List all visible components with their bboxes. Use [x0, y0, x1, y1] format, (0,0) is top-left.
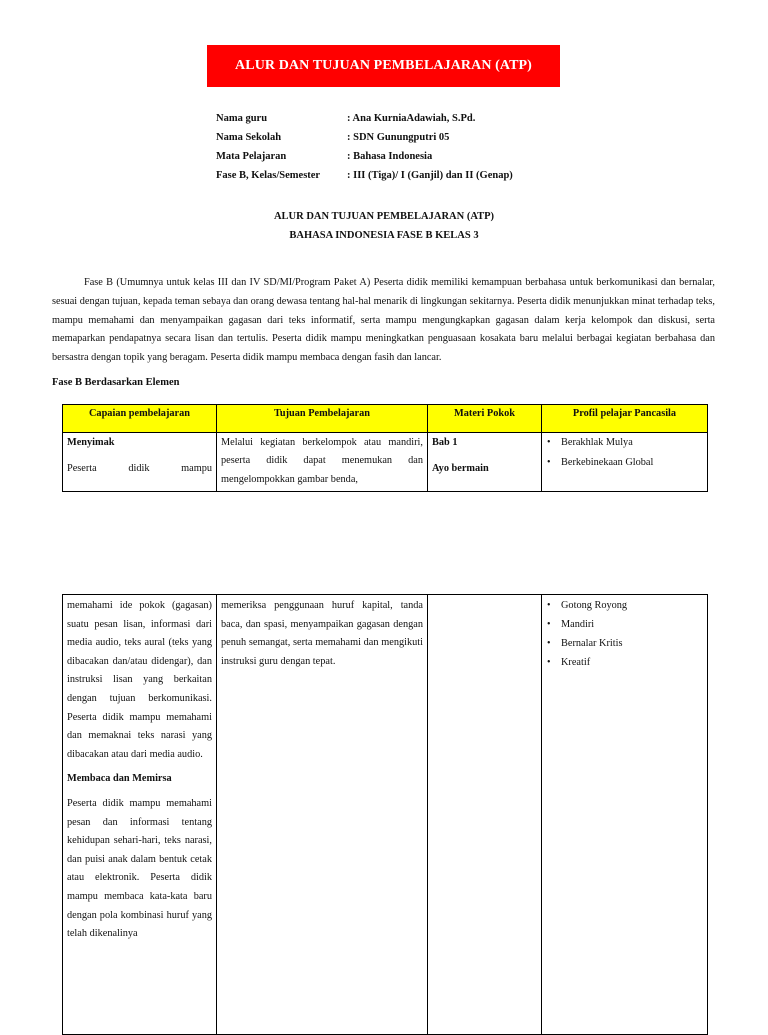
info-row-subject	[216, 147, 513, 166]
header-capaian: Capaian pembelajaran	[63, 405, 217, 433]
bullet-icon: •	[547, 457, 551, 468]
info-label: Nama Sekolah	[216, 132, 282, 143]
profil-item-label: Berakhlak Mulya	[561, 437, 633, 448]
info-value: : III (Tiga)/ I (Ganjil) dan II (Genap)	[347, 170, 513, 181]
info-label: Mata Pelajaran	[216, 151, 287, 162]
bullet-icon: •	[547, 657, 551, 668]
section-heading: Fase B Berdasarkan Elemen	[52, 377, 180, 388]
info-value: : SDN Gunungputri 05	[347, 132, 450, 143]
paragraph-text: Fase B (Umumnya untuk kelas III dan IV SD/MI/Program Paket A) Peserta didik memiliki kemampuan berbahasa untuk berkomunikasi dan bernalar, sesuai dengan tujuan, kepada teman sebaya dan orang dewasa tentang hal-hal menarik di lingkungan sekitarnya. Peserta didik menunjukkan minat terhadap teks, mampu memahami dan menyampaikan gagasan dari teks informatif, serta mampu mengungkapkan gagasan dalam kerja kelompok dan diskusi, serta memaparkan pendapatnya secara lisan dan tertulis. Peserta didik mampu meningkatkan penguasaan kosakata baru melalui berbagai kegiatan berbahasa dan bersastra dengan topik yang beragam. Peserta didik mampu membaca dengan fasih dan lancar.	[52, 277, 715, 364]
cell-tujuan	[217, 433, 428, 492]
teacher-info	[216, 109, 513, 185]
list-item	[546, 616, 703, 635]
bullet-icon: •	[547, 437, 551, 448]
info-row-class	[216, 166, 513, 185]
element-heading-membaca: Membaca dan Memirsa	[67, 773, 172, 785]
info-row-teacher	[216, 109, 513, 128]
info-label: Nama guru	[216, 113, 268, 124]
profil-list	[546, 434, 703, 473]
bullet-icon: •	[547, 638, 551, 649]
profil-item-label: Bernalar Kritis	[561, 638, 623, 649]
info-value: : Ana KurniaAdawiah, S.Pd.	[347, 113, 476, 124]
info-label: Fase B, Kelas/Semester	[216, 170, 321, 181]
capaian-text: memahami ide pokok (gagasan) suatu pesan lisan, informasi dari media audio, teks aural (teks yang dibacakan dan/atau didengar), dan instruksi lisan yang berkaitan dengan tujuan berkomunikasi. Peserta didik mampu memahami dan memaknai teks narasi yang dibacakan atau dari media audio.	[67, 600, 212, 760]
capaian-text: Peserta didik mampu	[67, 462, 212, 474]
bullet-icon: •	[547, 619, 551, 630]
table-row	[63, 595, 708, 1035]
cell-profil	[542, 433, 708, 492]
header-tujuan: Tujuan Pembelajaran	[217, 405, 428, 433]
info-value: : Bahasa Indonesia	[347, 151, 433, 162]
cell-tujuan	[217, 595, 428, 1035]
table-row	[63, 433, 708, 492]
profil-item-label: Mandiri	[561, 619, 595, 630]
materi-bab: Bab 1	[432, 437, 458, 448]
atp-table-part-1	[62, 404, 708, 492]
capaian-text: Peserta didik mampu memahami pesan dan informasi tentang kehidupan sehari-hari, teks narasi, dan puisi anak dalam bentuk cetak atau elektronik. Peserta didik mampu membaca kata-kata baru dengan pola kombinasi huruf yang telah dikenalinya	[67, 797, 212, 940]
element-heading-menyimak: Menyimak	[67, 437, 115, 448]
list-item	[546, 635, 703, 654]
document-title: ALUR DAN TUJUAN PEMBELAJARAN (ATP)	[207, 45, 560, 87]
header-profil: Profil pelajar Pancasila	[542, 405, 708, 433]
bullet-icon: •	[547, 600, 551, 611]
tujuan-text: Melalui kegiatan berkelompok atau mandiri, peserta didik dapat menemukan dan mengelompokkan gambar benda,	[221, 437, 423, 485]
atp-table-part-2	[62, 594, 708, 1035]
list-item	[546, 454, 703, 473]
profil-item-label: Gotong Royong	[561, 600, 628, 611]
cell-capaian	[63, 595, 217, 1035]
profil-item-label: Kreatif	[561, 657, 591, 668]
cell-materi	[428, 433, 542, 492]
header-materi: Materi Pokok	[428, 405, 542, 433]
cell-materi	[428, 595, 542, 1035]
info-row-school	[216, 128, 513, 147]
subtitle-line-1: ALUR DAN TUJUAN PEMBELAJARAN (ATP)	[273, 211, 495, 222]
tujuan-text: memeriksa penggunaan huruf kapital, tanda baca, dan spasi, menyampaikan gagasan dengan penuh semangat, serta memahami dan mengikuti instruksi guru dengan tepat.	[221, 600, 423, 667]
profil-list	[546, 597, 703, 673]
cell-profil	[542, 595, 708, 1035]
list-item	[546, 434, 703, 453]
cell-capaian	[63, 433, 217, 492]
table-header-row	[63, 405, 708, 433]
profil-item-label: Berkebinekaan Global	[561, 457, 654, 468]
intro-paragraph	[52, 274, 715, 368]
materi-judul: Ayo bermain	[432, 462, 489, 474]
subtitle-line-2: BAHASA INDONESIA FASE B KELAS 3	[289, 230, 479, 241]
list-item	[546, 597, 703, 616]
list-item	[546, 654, 703, 673]
